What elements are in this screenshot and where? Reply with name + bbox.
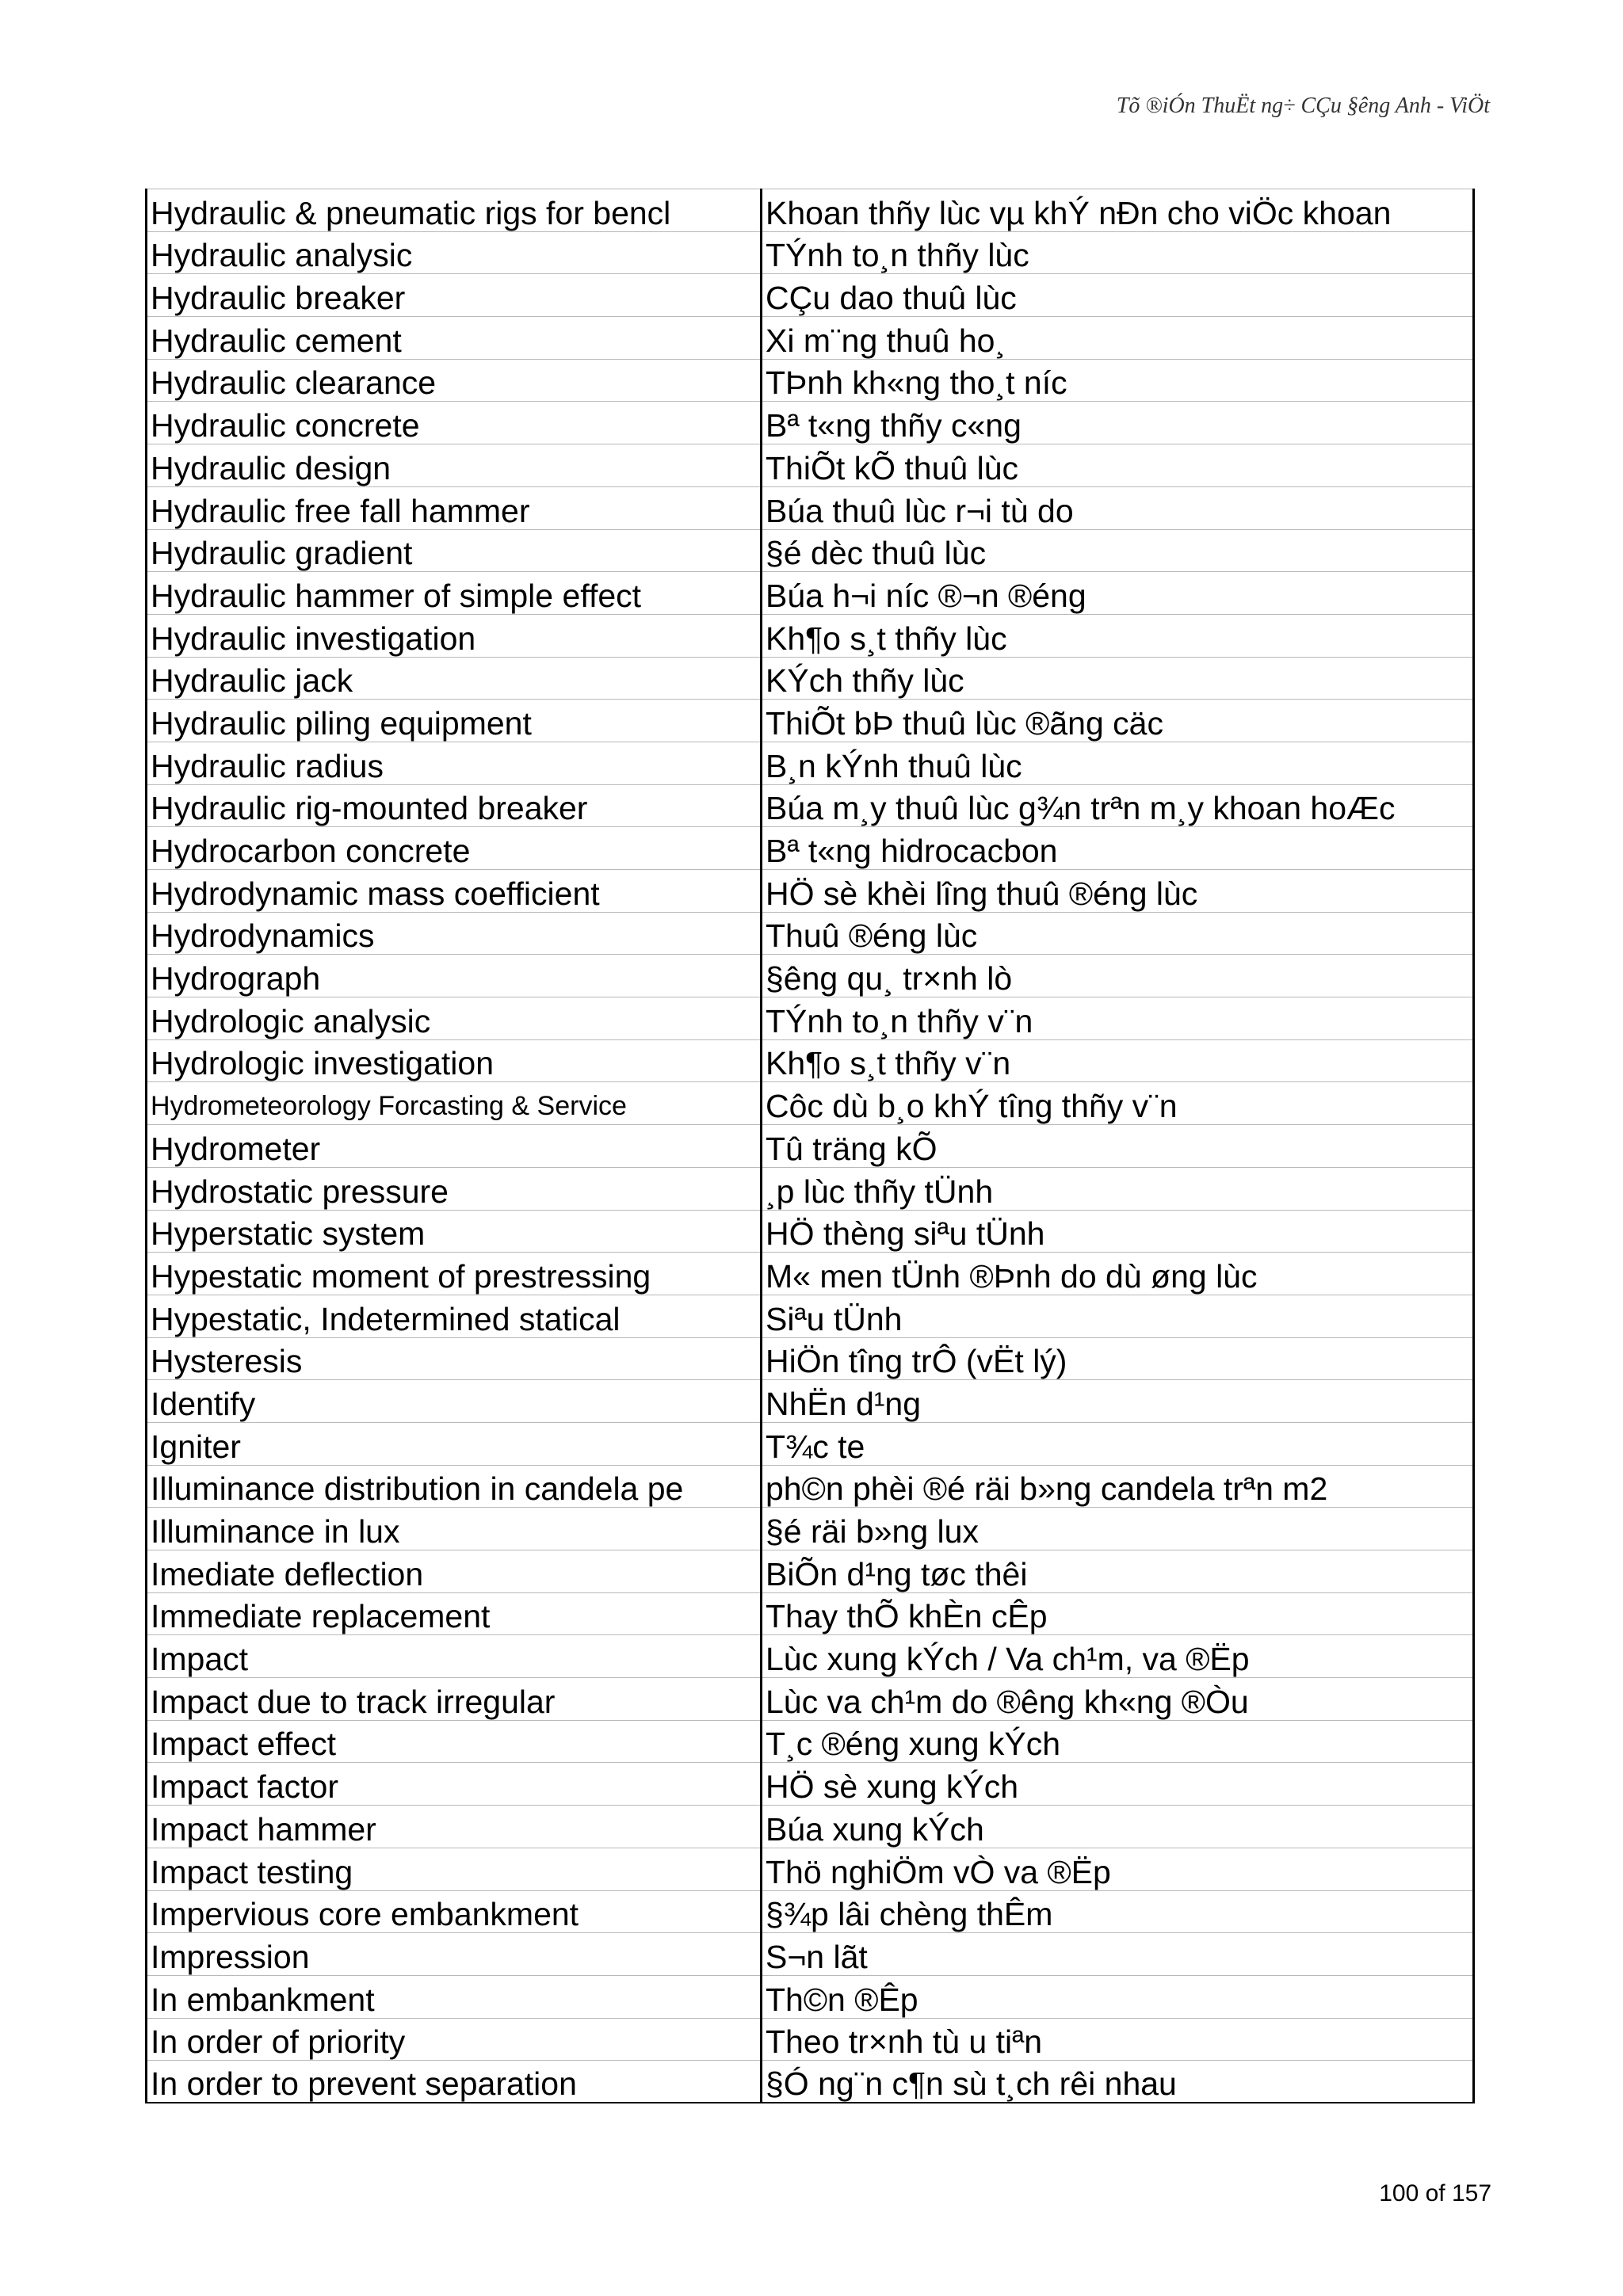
table-row <box>147 912 1474 955</box>
table-row <box>147 1337 1474 1380</box>
english-term: Hydraulic rig-mounted breaker <box>147 784 762 827</box>
vietnamese-term: Xi m¨ng thuû ho¸ <box>762 317 1474 360</box>
english-term: Hysteresis <box>147 1337 762 1380</box>
english-term: Hydrometer <box>147 1125 762 1168</box>
table-row <box>147 1082 1474 1125</box>
english-term: Identify <box>147 1380 762 1423</box>
english-term: Illuminance distribution in candela pe <box>147 1465 762 1508</box>
vietnamese-term: Theo tr×nh tù u tiªn <box>762 2018 1474 2061</box>
english-term: Illuminance in lux <box>147 1508 762 1550</box>
table-row <box>147 1678 1474 1721</box>
table-row <box>147 444 1474 487</box>
table-row <box>147 2018 1474 2061</box>
english-term: Impact hammer <box>147 1806 762 1848</box>
table-row <box>147 1039 1474 1082</box>
english-term: Impact effect <box>147 1720 762 1763</box>
english-term: Hydrologic analysic <box>147 997 762 1040</box>
vietnamese-term: Búa h¬i níc ®¬n ®éng <box>762 572 1474 615</box>
vietnamese-term: TÝnh to¸n thñy lùc <box>762 231 1474 274</box>
english-term: Hydrodynamic mass coefficient <box>147 870 762 913</box>
vietnamese-term: Th©n ®Êp <box>762 1975 1474 2018</box>
english-term: Hydrodynamics <box>147 912 762 955</box>
page-number: 100 of 157 <box>1379 2180 1491 2206</box>
table-row <box>147 529 1474 572</box>
english-term: Hydraulic clearance <box>147 359 762 402</box>
table-row <box>147 317 1474 360</box>
english-term: Hydrostatic pressure <box>147 1167 762 1210</box>
english-term: Hydraulic free fall hammer <box>147 486 762 529</box>
table-row <box>147 1763 1474 1806</box>
english-term: In order of priority <box>147 2018 762 2061</box>
vietnamese-term: HÖ thèng siªu tÜnh <box>762 1210 1474 1253</box>
glossary-rows <box>147 189 1474 2103</box>
english-term: Hydraulic investigation <box>147 614 762 657</box>
english-term: Hydraulic concrete <box>147 402 762 444</box>
vietnamese-term: Côc dù b¸o khÝ tîng thñy v¨n <box>762 1082 1474 1125</box>
table-row <box>147 742 1474 784</box>
english-term: Hydraulic analysic <box>147 231 762 274</box>
english-term: Impact testing <box>147 1848 762 1890</box>
english-term: Hypestatic, Indetermined statical <box>147 1295 762 1337</box>
vietnamese-term: ph©n phèi ®é räi b»ng candela trªn m2 <box>762 1465 1474 1508</box>
table-row <box>147 1167 1474 1210</box>
vietnamese-term: HÖ sè khèi lîng thuû ®éng lùc <box>762 870 1474 913</box>
table-row <box>147 1125 1474 1168</box>
vietnamese-term: ¸p lùc thñy tÜnh <box>762 1167 1474 1210</box>
vietnamese-term: S¬n lãt <box>762 1933 1474 1976</box>
glossary-table <box>145 189 1475 2103</box>
table-row <box>147 700 1474 742</box>
vietnamese-term: Khoan thñy lùc vµ khÝ nÐn cho viÖc khoan <box>762 189 1474 232</box>
vietnamese-term: §êng qu¸ tr×nh lò <box>762 955 1474 997</box>
table-row <box>147 1210 1474 1253</box>
vietnamese-term: §é räi b»ng lux <box>762 1508 1474 1550</box>
vietnamese-term: Búa xung kÝch <box>762 1806 1474 1848</box>
vietnamese-term: M« men tÜnh ®Þnh do dù øng lùc <box>762 1253 1474 1295</box>
vietnamese-term: TÝnh to¸n thñy v¨n <box>762 997 1474 1040</box>
english-term: Hydraulic piling equipment <box>147 700 762 742</box>
vietnamese-term: Lùc va ch¹m do ®êng kh«ng ®Òu <box>762 1678 1474 1721</box>
table-row <box>147 1380 1474 1423</box>
table-row <box>147 1890 1474 1933</box>
vietnamese-term: B¸n kÝnh thuû lùc <box>762 742 1474 784</box>
english-term: Impact due to track irregular <box>147 1678 762 1721</box>
english-term: Hydrologic investigation <box>147 1039 762 1082</box>
english-term: Imediate deflection <box>147 1550 762 1593</box>
english-term: Hydrocarbon concrete <box>147 827 762 870</box>
english-term: In embankment <box>147 1975 762 2018</box>
vietnamese-term: §Ó ng¨n c¶n sù t¸ch rêi nhau <box>762 2061 1474 2103</box>
vietnamese-term: T¸c ®éng xung kÝch <box>762 1720 1474 1763</box>
english-term: Hyperstatic system <box>147 1210 762 1253</box>
vietnamese-term: §¾p lâi chèng thÊm <box>762 1890 1474 1933</box>
table-row <box>147 572 1474 615</box>
english-term: Impervious core embankment <box>147 1890 762 1933</box>
table-row <box>147 1848 1474 1890</box>
table-row <box>147 1465 1474 1508</box>
table-row <box>147 486 1474 529</box>
english-term: Immediate replacement <box>147 1592 762 1635</box>
english-term: Impact <box>147 1635 762 1678</box>
vietnamese-term: Búa m¸y thuû lùc g¾n trªn m¸y khoan hoÆc <box>762 784 1474 827</box>
vietnamese-term: ThiÕt bÞ thuû lùc ®ãng cäc <box>762 700 1474 742</box>
vietnamese-term: Thö nghiÖm vÒ va ®Ëp <box>762 1848 1474 1890</box>
table-row <box>147 1635 1474 1678</box>
table-row <box>147 1550 1474 1593</box>
english-term: Igniter <box>147 1422 762 1465</box>
vietnamese-term: Lùc xung kÝch / Va ch¹m, va ®Ëp <box>762 1635 1474 1678</box>
english-term: Impression <box>147 1933 762 1976</box>
table-row <box>147 870 1474 913</box>
vietnamese-term: Thuû ®éng lùc <box>762 912 1474 955</box>
vietnamese-term: T¾c te <box>762 1422 1474 1465</box>
vietnamese-term: Kh¶o s¸t thñy v¨n <box>762 1039 1474 1082</box>
vietnamese-term: Thay thÕ khÈn cÊp <box>762 1592 1474 1635</box>
table-row <box>147 274 1474 317</box>
vietnamese-term: Bª t«ng thñy c«ng <box>762 402 1474 444</box>
table-row <box>147 955 1474 997</box>
vietnamese-term: NhËn d¹ng <box>762 1380 1474 1423</box>
table-row <box>147 189 1474 232</box>
table-row <box>147 1806 1474 1848</box>
vietnamese-term: KÝch thñy lùc <box>762 657 1474 700</box>
english-term: Hypestatic moment of prestressing <box>147 1253 762 1295</box>
vietnamese-term: Kh¶o s¸t thñy lùc <box>762 614 1474 657</box>
english-term: Impact factor <box>147 1763 762 1806</box>
english-term: Hydraulic jack <box>147 657 762 700</box>
table-row <box>147 2061 1474 2103</box>
table-row <box>147 1253 1474 1295</box>
vietnamese-term: §é dèc thuû lùc <box>762 529 1474 572</box>
english-term: Hydraulic & pneumatic rigs for bencl <box>147 189 762 232</box>
english-term: Hydraulic radius <box>147 742 762 784</box>
table-row <box>147 1720 1474 1763</box>
vietnamese-term: HÖ sè xung kÝch <box>762 1763 1474 1806</box>
table-row <box>147 1508 1474 1550</box>
english-term: Hydrograph <box>147 955 762 997</box>
vietnamese-term: TÞnh kh«ng tho¸t níc <box>762 359 1474 402</box>
english-term: Hydraulic cement <box>147 317 762 360</box>
english-term: In order to prevent separation <box>147 2061 762 2103</box>
english-term: Hydraulic breaker <box>147 274 762 317</box>
table-row <box>147 359 1474 402</box>
vietnamese-term: Siªu tÜnh <box>762 1295 1474 1337</box>
table-row <box>147 1295 1474 1337</box>
table-row <box>147 997 1474 1040</box>
table-row <box>147 657 1474 700</box>
english-term: Hydraulic design <box>147 444 762 487</box>
vietnamese-term: Bª t«ng hidrocacbon <box>762 827 1474 870</box>
vietnamese-term: Tû träng kÕ <box>762 1125 1474 1168</box>
table-row <box>147 1975 1474 2018</box>
vietnamese-term: Búa thuû lùc r¬i tù do <box>762 486 1474 529</box>
vietnamese-term: CÇu dao thuû lùc <box>762 274 1474 317</box>
page-header: Tõ ®iÓn ThuËt ng÷ CÇu §êng Anh - ViÖt <box>1116 93 1490 118</box>
table-row <box>147 1933 1474 1976</box>
vietnamese-term: ThiÕt kÕ thuû lùc <box>762 444 1474 487</box>
table-row <box>147 827 1474 870</box>
english-term: Hydraulic gradient <box>147 529 762 572</box>
table-row <box>147 1592 1474 1635</box>
english-term: Hydraulic hammer of simple effect <box>147 572 762 615</box>
vietnamese-term: HiÖn tîng trÔ (vËt lý) <box>762 1337 1474 1380</box>
table-row <box>147 231 1474 274</box>
table-row <box>147 784 1474 827</box>
table-row <box>147 614 1474 657</box>
table-row <box>147 402 1474 444</box>
english-term: Hydrometeorology Forcasting & Service <box>147 1082 762 1125</box>
vietnamese-term: BiÕn d¹ng tøc thêi <box>762 1550 1474 1593</box>
table-row <box>147 1422 1474 1465</box>
